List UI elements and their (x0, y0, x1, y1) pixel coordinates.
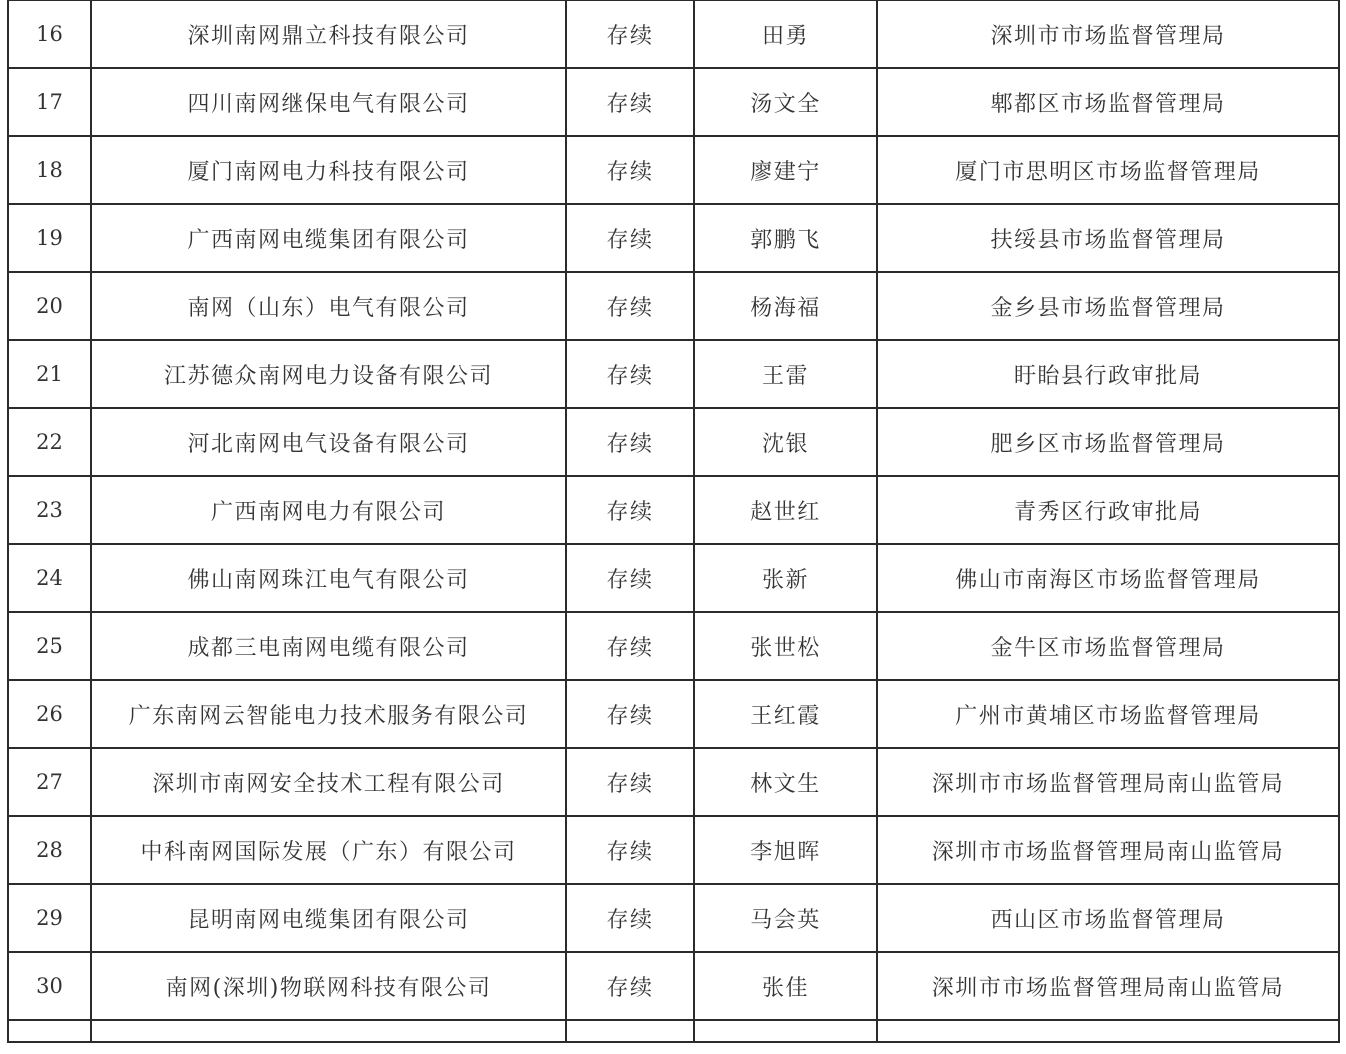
empty-cell (877, 1020, 1339, 1042)
company-name-cell: 厦门南网电力科技有限公司 (91, 136, 566, 204)
company-table-body (8, 0, 1339, 1042)
company-name-cell: 深圳市南网安全技术工程有限公司 (91, 748, 566, 816)
table-row-cut-off (8, 1020, 1339, 1042)
row-number-cell: 20 (8, 272, 91, 340)
table-row (8, 340, 1339, 408)
row-number-cell: 17 (8, 68, 91, 136)
registration-authority-cell: 金牛区市场监督管理局 (877, 612, 1339, 680)
registration-authority-cell: 西山区市场监督管理局 (877, 884, 1339, 952)
status-cell: 存续 (566, 0, 694, 68)
representative-cell: 王雷 (694, 340, 877, 408)
row-number-cell: 28 (8, 816, 91, 884)
company-name-cell: 南网（山东）电气有限公司 (91, 272, 566, 340)
representative-cell: 张佳 (694, 952, 877, 1020)
row-number-cell: 29 (8, 884, 91, 952)
representative-cell: 李旭晖 (694, 816, 877, 884)
row-number-cell: 16 (8, 0, 91, 68)
row-number-cell: 24 (8, 544, 91, 612)
table-row (8, 612, 1339, 680)
company-name-cell: 昆明南网电缆集团有限公司 (91, 884, 566, 952)
row-number-cell: 27 (8, 748, 91, 816)
empty-cell (694, 1020, 877, 1042)
registration-authority-cell: 金乡县市场监督管理局 (877, 272, 1339, 340)
status-cell: 存续 (566, 816, 694, 884)
representative-cell: 张新 (694, 544, 877, 612)
status-cell: 存续 (566, 544, 694, 612)
registration-authority-cell: 肥乡区市场监督管理局 (877, 408, 1339, 476)
row-number-cell: 23 (8, 476, 91, 544)
representative-cell: 汤文全 (694, 68, 877, 136)
company-name-cell: 广西南网电力有限公司 (91, 476, 566, 544)
table-row (8, 816, 1339, 884)
company-table-container (7, 0, 1338, 1043)
company-name-cell: 佛山南网珠江电气有限公司 (91, 544, 566, 612)
status-cell: 存续 (566, 204, 694, 272)
status-cell: 存续 (566, 340, 694, 408)
status-cell: 存续 (566, 68, 694, 136)
representative-cell: 沈银 (694, 408, 877, 476)
empty-cell (566, 1020, 694, 1042)
representative-cell: 郭鹏飞 (694, 204, 877, 272)
table-row (8, 272, 1339, 340)
status-cell: 存续 (566, 272, 694, 340)
registration-authority-cell: 盱眙县行政审批局 (877, 340, 1339, 408)
representative-cell: 杨海福 (694, 272, 877, 340)
empty-cell (8, 1020, 91, 1042)
registration-authority-cell: 深圳市市场监督管理局 (877, 0, 1339, 68)
company-table (7, 0, 1340, 1043)
row-number-cell: 21 (8, 340, 91, 408)
company-name-cell: 河北南网电气设备有限公司 (91, 408, 566, 476)
table-row (8, 680, 1339, 748)
registration-authority-cell: 青秀区行政审批局 (877, 476, 1339, 544)
table-row (8, 204, 1339, 272)
status-cell: 存续 (566, 952, 694, 1020)
status-cell: 存续 (566, 136, 694, 204)
representative-cell: 廖建宁 (694, 136, 877, 204)
status-cell: 存续 (566, 612, 694, 680)
table-row (8, 952, 1339, 1020)
empty-cell (91, 1020, 566, 1042)
table-row (8, 0, 1339, 68)
table-row (8, 68, 1339, 136)
representative-cell: 田勇 (694, 0, 877, 68)
status-cell: 存续 (566, 748, 694, 816)
registration-authority-cell: 广州市黄埔区市场监督管理局 (877, 680, 1339, 748)
company-name-cell: 广西南网电缆集团有限公司 (91, 204, 566, 272)
representative-cell: 赵世红 (694, 476, 877, 544)
table-row (8, 748, 1339, 816)
registration-authority-cell: 厦门市思明区市场监督管理局 (877, 136, 1339, 204)
table-row (8, 544, 1339, 612)
row-number-cell: 18 (8, 136, 91, 204)
row-number-cell: 22 (8, 408, 91, 476)
registration-authority-cell: 扶绥县市场监督管理局 (877, 204, 1339, 272)
company-name-cell: 四川南网继保电气有限公司 (91, 68, 566, 136)
representative-cell: 张世松 (694, 612, 877, 680)
registration-authority-cell: 深圳市市场监督管理局南山监管局 (877, 816, 1339, 884)
company-name-cell: 广东南网云智能电力技术服务有限公司 (91, 680, 566, 748)
table-row (8, 136, 1339, 204)
representative-cell: 马会英 (694, 884, 877, 952)
status-cell: 存续 (566, 680, 694, 748)
company-name-cell: 中科南网国际发展（广东）有限公司 (91, 816, 566, 884)
table-row (8, 884, 1339, 952)
registration-authority-cell: 深圳市市场监督管理局南山监管局 (877, 952, 1339, 1020)
registration-authority-cell: 佛山市南海区市场监督管理局 (877, 544, 1339, 612)
representative-cell: 王红霞 (694, 680, 877, 748)
row-number-cell: 26 (8, 680, 91, 748)
row-number-cell: 25 (8, 612, 91, 680)
table-row (8, 408, 1339, 476)
company-name-cell: 深圳南网鼎立科技有限公司 (91, 0, 566, 68)
row-number-cell: 19 (8, 204, 91, 272)
status-cell: 存续 (566, 408, 694, 476)
status-cell: 存续 (566, 884, 694, 952)
company-name-cell: 南网(深圳)物联网科技有限公司 (91, 952, 566, 1020)
company-name-cell: 江苏德众南网电力设备有限公司 (91, 340, 566, 408)
registration-authority-cell: 郫都区市场监督管理局 (877, 68, 1339, 136)
company-name-cell: 成都三电南网电缆有限公司 (91, 612, 566, 680)
table-row (8, 476, 1339, 544)
row-number-cell: 30 (8, 952, 91, 1020)
representative-cell: 林文生 (694, 748, 877, 816)
status-cell: 存续 (566, 476, 694, 544)
registration-authority-cell: 深圳市市场监督管理局南山监管局 (877, 748, 1339, 816)
